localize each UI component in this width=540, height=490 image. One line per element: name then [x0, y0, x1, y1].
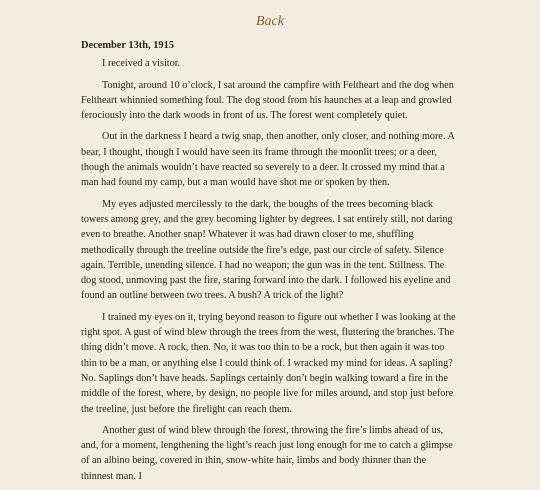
entry-date: December 13th, 1915 — [81, 40, 175, 51]
entry-paragraph: Out in the darkness I heard a twig snap, then another, only closer, and nothing more. A bear, I thought, though I would have seen its frame through the moonlit trees; or a deer, though the animals wouldn’t have reacted so severely to a deer. It crossed my mind that a man had found my camp, but a man would have shot me or spoken by then. — [81, 131, 455, 189]
entry-paragraph: I trained my eyes on it, trying beyond reason to figure out whether I was looking at the right spot. A gust of wind blew through the trees from the west, fluttering the branches. The thing didn’t move. A rock, then. No, it was too thin to be a rock, but then again it was too thin to be a man, or anything else I could think of. I wracked my mind for ideas. A sapling? No. Saplings don’t have heads. Saplings certainly don’t begin walking toward a fire in the middle of the forest, where, by design, no people live for miles around, and stop just before the treeline, just before the firelight can reach them. — [81, 311, 456, 415]
entry-paragraph: I received a visitor. — [102, 58, 181, 70]
entry-paragraph: My eyes adjusted mercilessly to the dark, the boughs of the trees becoming black towers among grey, and the grey becoming lighter by degrees. I sat entirely still, not daring even to breathe. Another snap! Whatever it was had drawn closer to me, shuffling methodically through the treeline outside the fire’s edge, past our circle of safety. Silence again. Terrible, unending silence. I had no weapon; the gun was in the tent. Stillness. The dog stood, unmoving past the fire, staring forward into the dark. I followed his eyeline and found an outline between two trees. A bush? A trick of the light? — [81, 198, 453, 302]
entry-paragraph: Another gust of wind blew through the forest, throwing the fire’s limbs ahead of us, and, for a moment, lengthening the light’s reach just long enough for me to catch a glimpse of an albino being, covered in thin, snow-white hair, limbs and body thinner than the thinnest man. I — [81, 424, 453, 482]
journal-entry — [81, 38, 459, 490]
back-link[interactable]: Back — [256, 14, 284, 29]
entry-paragraph: Tonight, around 10 o’clock, I sat around the campfire with Feltheart and the dog when Feltheart whinnied something foul. The dog stood from his haunches at a leap and growled ferociously into the dark woods in front of us. The forest went completely quiet. — [81, 79, 454, 122]
